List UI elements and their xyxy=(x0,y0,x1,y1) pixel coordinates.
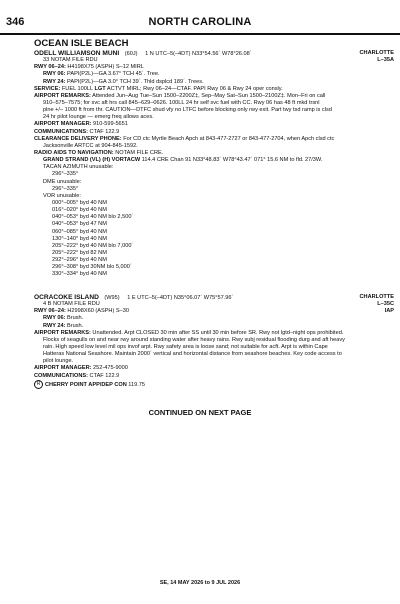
airport-remarks-line: pilot lounge. xyxy=(43,358,74,365)
tacan-unusable: TACAN AZIMUTH unusable: xyxy=(43,164,114,171)
airport-entry-odell xyxy=(34,50,394,279)
airport-ident: (W95) xyxy=(104,295,120,301)
header-rule xyxy=(0,33,400,35)
service-line: SERVICE: FUEL 100LL LGT ACTVT MIRL; Rwy 06–24—CTAF. PAPI Rwy 06 & Rwy 24 oper consly. xyxy=(34,85,283,92)
runway-line: RWY 06–24: H4198X75 (ASPH) S–12 MIRL xyxy=(34,64,144,71)
chart-ref-2: L–35C xyxy=(377,301,394,308)
page-header xyxy=(0,0,400,33)
vor-range: 292°–296° byd 40 NM xyxy=(52,257,107,264)
airport-manager-line: AIRPORT MANAGER: 252-475-9000 xyxy=(34,365,128,372)
airport-remarks-line: 910–575–7575; for svc aft hrs call 845–629–0626. 100LL 24 hr self svc fuel with CC. Rwy 06 has 48 ft mkd trsnl xyxy=(43,99,320,106)
approach-control-line: R CHERRY POINT APP/DEP CON 119.75 xyxy=(34,380,394,387)
effective-dates-footer: SE, 14 MAY 2026 to 9 JUL 2026 xyxy=(159,580,241,586)
airport-elev-line: 4 B NOTAM FILE RDU L–35C xyxy=(43,301,394,308)
runway-24-line: RWY 24: Brush. xyxy=(43,322,84,329)
airport-title-line xyxy=(34,50,394,57)
page-number: 346 xyxy=(6,16,25,28)
airport-manager-line: AIRPORT MANAGER: 910-599-5651 xyxy=(34,121,128,128)
clearance-delivery-line: CLEARANCE DELIVERY PHONE: For CD ctc Myrtle Beach Apch at 843-477-2727 or 843-477-2704, when Apch clsd ctc xyxy=(34,135,335,142)
city-heading: OCEAN ISLE BEACH xyxy=(34,38,129,49)
airport-name: ODELL WILLIAMSON MUNI xyxy=(34,50,120,57)
communications-line: COMMUNICATIONS: CTAF 122.9 xyxy=(34,128,120,135)
airport-ident: (60J) xyxy=(124,51,138,57)
runway-06-line: RWY 06: PAPI(P2L)—GA 3.67° TCH 45´. Tree. xyxy=(43,71,160,78)
airport-title-line xyxy=(34,294,394,301)
runway-line: RWY 06–24: H2998X60 (ASPH) S–30 IAP xyxy=(34,308,394,315)
chart-ref-1: CHARLOTTE xyxy=(359,50,394,56)
dme-unusable: DME unusable: xyxy=(43,178,82,185)
chart-ref-1: CHARLOTTE xyxy=(359,294,394,300)
chart-ref-2: L–35A xyxy=(377,57,394,64)
clearance-delivery-line: Jacksonville ARTCC at 904-845-1592. xyxy=(43,142,138,149)
vor-range: 205°–222° byd 82 NM xyxy=(52,249,107,256)
vor-range: 205°–222° byd 40 NM blo 7,000´ xyxy=(52,242,134,249)
vor-range: 000°–005° byd 40 NM xyxy=(52,199,107,206)
vor-range: 016°–020° byd 40 NM xyxy=(52,207,107,214)
vor-range: 330°–334° byd 40 NM xyxy=(52,271,107,278)
vor-unusable: VOR unusable: xyxy=(43,192,81,199)
vor-range: 130°–140° byd 40 NM xyxy=(52,235,107,242)
communications-line: COMMUNICATIONS: CTAF 122.9 xyxy=(34,372,120,379)
airport-remarks-line: AIRPORT REMARKS: Attended Jun–Aug Tue–Sun 1500–2200Z‡, Sep–May Sat–Sun 1500–2100Z‡. Mon–Fri on call xyxy=(34,92,326,99)
radio-aids-line: RADIO AIDS TO NAVIGATION: NOTAM FILE CRE. xyxy=(34,149,164,156)
chart-ref-3: IAP xyxy=(384,308,394,315)
airport-entry-ocracoke xyxy=(34,294,394,387)
airport-location: 1 E UTC–5(–4DT) N35°06.07´ W75°57.96´ xyxy=(127,295,234,301)
airport-remarks-line: Flocks of seagulls on and near rwy around standing water after heavy rains. Rwy subj residual flooding durg and aft heavy xyxy=(43,336,345,343)
dme-range: 296°–335° xyxy=(52,185,79,192)
airport-remarks-line: AIRPORT REMARKS: Unattended. Arpt CLOSED 30 min after SS until 30 min before SR. Rwy not lgtd–night ops prohibited. xyxy=(34,329,344,336)
runway-24-line: RWY 24: PAPI(P2L)—GA 3.0° TCH 39´. Thld dsplcd 189´. Trees. xyxy=(43,78,204,85)
airport-location: 1 N UTC–5(–4DT) N33°54.56´ W78°26.08´ xyxy=(145,51,252,57)
state-title: NORTH CAROLINA xyxy=(148,16,252,28)
airport-name: OCRACOKE ISLAND xyxy=(34,294,99,301)
airport-remarks-line: plne +/– 1000 ft from thr. CAUTION—DTFC shud vfy no LTFC before blocking only rwy exit. Part twy tsd ramp is clsd xyxy=(43,107,332,114)
vor-range: 060°–085° byd 40 NM xyxy=(52,228,107,235)
vor-range: 296°–308° byd 30NM blo 5,000´ xyxy=(52,264,132,271)
airport-remarks-line: rain. High speed low level mil ops invof arpt. Rwy safety area is loose sand; not suitable for acft. Arpt is within Cape xyxy=(43,343,328,350)
radar-approach-icon: R xyxy=(34,380,43,389)
airport-remarks-line: Hatteras National Seashore. Maintain 2000´ vertical and horizontal distance from seashore beaches. Key code access to xyxy=(43,351,342,358)
vortac-line: GRAND STRAND (VL) (H) VORTACW 114.4 CRE Chan 91 N33°48.83´ W78°43.47´ 071° 15.6 NM to fld. 27/3W. xyxy=(43,157,323,164)
vor-range: 040°–053° byd 40 NM blo 2,500´ xyxy=(52,214,134,221)
tacan-range: 296°–335° xyxy=(52,171,79,178)
vor-range: 040°–053° byd 47 NM xyxy=(52,221,107,228)
airport-elev-line: 33 NOTAM FILE RDU L–35A xyxy=(43,57,394,64)
runway-06-line: RWY 06: Brush. xyxy=(43,315,84,322)
airport-remarks-line: 24 hr pilot lounge — emerg freq allows aces. xyxy=(43,114,154,121)
continued-notice: CONTINUED ON NEXT PAGE xyxy=(148,408,252,417)
